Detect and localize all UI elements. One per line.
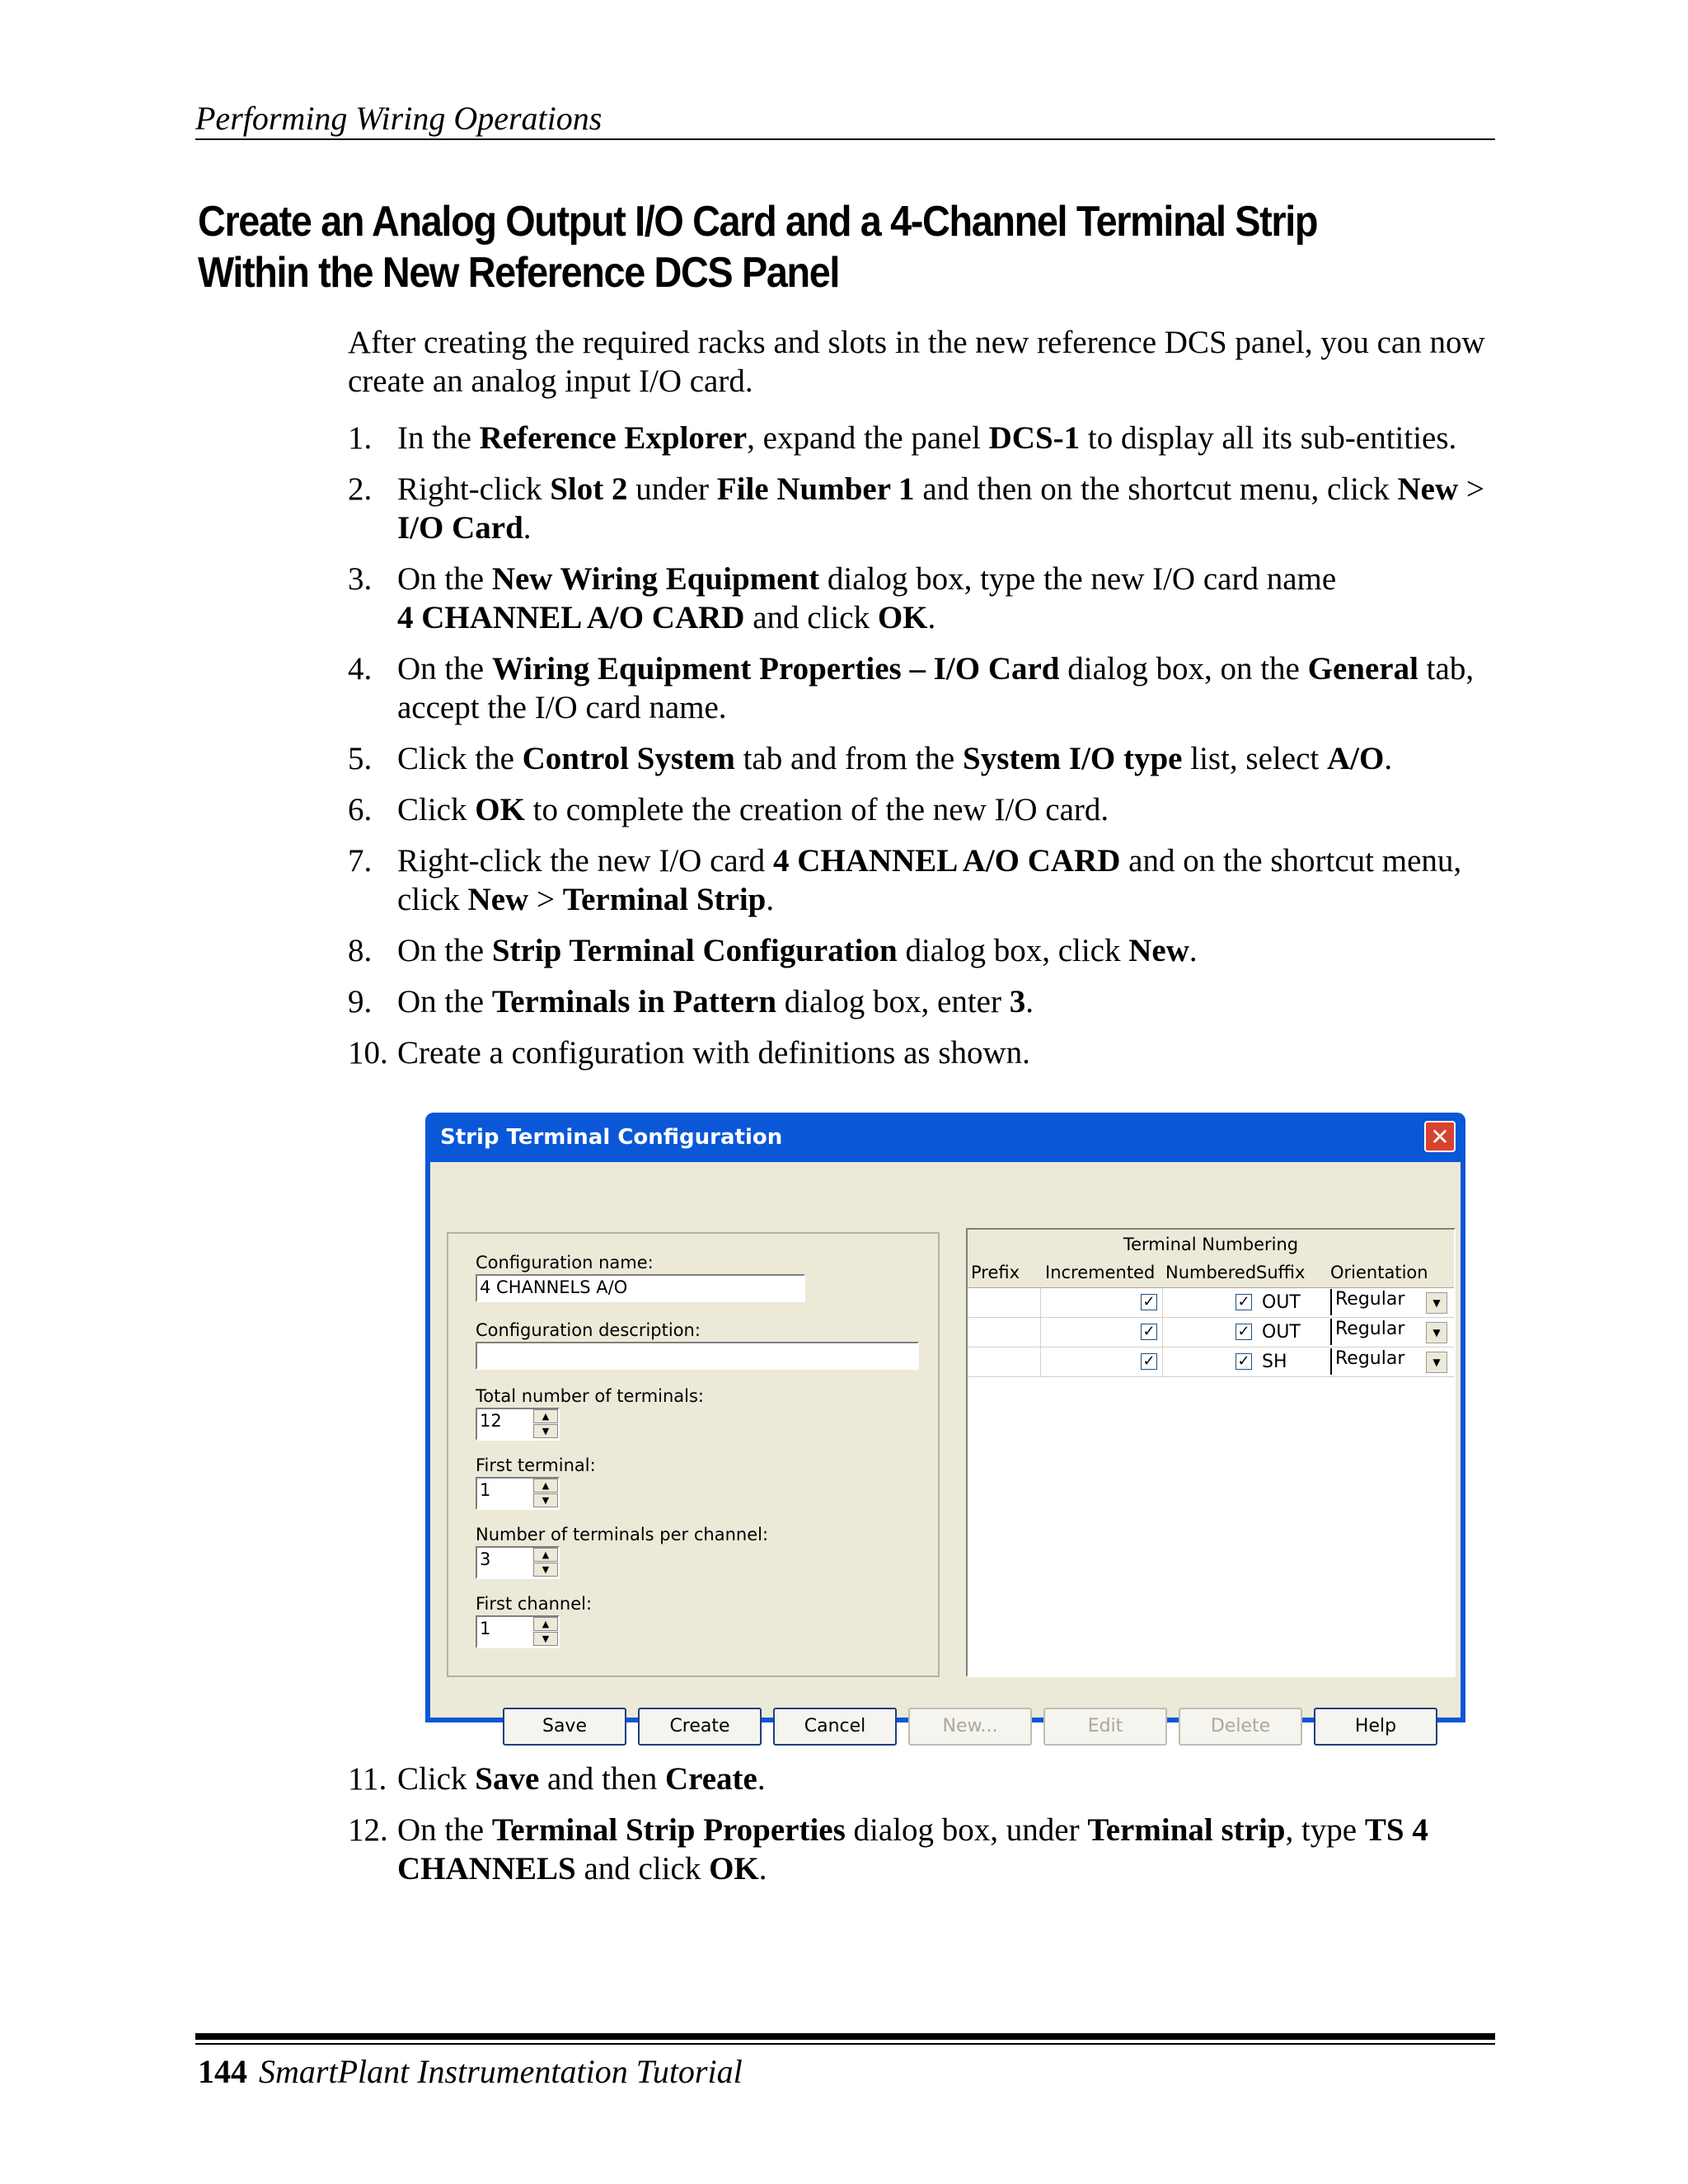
list-item	[348, 982, 1502, 1021]
orientation-select[interactable]	[1330, 1289, 1447, 1315]
step-number: 7.	[348, 843, 373, 879]
first-channel-stepper[interactable]	[476, 1615, 560, 1648]
step-text: Click the Control System tab and from the System I/O type list, select A/O.	[397, 741, 1393, 776]
dialog-body	[430, 1162, 1461, 1736]
total-terminals-stepper[interactable]	[476, 1408, 560, 1441]
list-item	[348, 649, 1502, 727]
spin-down-icon[interactable]: ▼	[533, 1563, 558, 1577]
total-terminals-input[interactable]: 12	[476, 1408, 560, 1441]
step-number: 10.	[348, 1035, 388, 1071]
help-button[interactable]: Help	[1314, 1708, 1437, 1746]
terminals-per-channel-label: Number of terminals per channel:	[476, 1525, 769, 1544]
terminal-numbering-grid[interactable]	[966, 1228, 1456, 1677]
suffix-cell[interactable]: OUT	[1262, 1292, 1301, 1313]
spin-down-icon[interactable]: ▼	[533, 1424, 558, 1438]
chevron-down-icon[interactable]: ▼	[1426, 1352, 1447, 1373]
step-number: 6.	[348, 792, 373, 827]
grid-group-header: Terminal Numbering	[968, 1230, 1454, 1260]
page-number: 144	[198, 2053, 247, 2090]
strip-terminal-configuration-dialog	[425, 1113, 1465, 1736]
spin-up-icon[interactable]: ▲	[533, 1479, 558, 1493]
step-text: On the Strip Terminal Configuration dialog box, click New.	[397, 933, 1198, 968]
steps-list	[348, 419, 1502, 1085]
first-terminal-label: First terminal:	[476, 1455, 596, 1475]
list-item	[348, 739, 1502, 778]
step-number: 1.	[348, 420, 373, 456]
list-item	[348, 841, 1502, 919]
column-header-incremented[interactable]: Incremented	[1045, 1263, 1156, 1282]
dialog-title-bar	[430, 1113, 1461, 1162]
delete-button[interactable]: Delete	[1179, 1708, 1302, 1746]
step-text: Right-click the new I/O card 4 CHANNEL A/O CARD and on the shortcut menu, click New > Terminal Strip.	[397, 843, 1462, 917]
orientation-select[interactable]	[1330, 1319, 1447, 1345]
step-text: On the Wiring Equipment Properties – I/O Card dialog box, on the General tab, accept the I/O card name.	[397, 651, 1475, 725]
config-description-label: Configuration description:	[476, 1320, 701, 1340]
spin-up-icon[interactable]: ▲	[533, 1548, 558, 1562]
spin-down-icon[interactable]: ▼	[533, 1493, 558, 1507]
orientation-value: Regular	[1335, 1319, 1405, 1339]
intro-paragraph: After creating the required racks and slots in the new reference DCS panel, you can now create an analog input I/O card.	[348, 325, 1485, 399]
incremented-checkbox[interactable]: ✓	[1141, 1353, 1157, 1370]
step-number: 11.	[348, 1761, 387, 1797]
incremented-checkbox[interactable]: ✓	[1141, 1294, 1157, 1310]
step-number: 9.	[348, 984, 373, 1019]
footer-rule	[195, 2033, 1495, 2040]
list-item	[348, 1811, 1502, 1888]
first-channel-input[interactable]: 1	[476, 1615, 560, 1648]
chevron-down-icon[interactable]: ▼	[1426, 1322, 1447, 1343]
step-number: 5.	[348, 741, 373, 776]
step-text: On the Terminal Strip Properties dialog box, under Terminal strip, type TS 4 CHANNELS and click OK.	[397, 1812, 1428, 1886]
numbered-checkbox[interactable]: ✓	[1236, 1294, 1252, 1310]
create-button[interactable]: Create	[638, 1708, 762, 1746]
edit-button[interactable]: Edit	[1043, 1708, 1167, 1746]
numbered-checkbox[interactable]: ✓	[1236, 1353, 1252, 1370]
config-name-input[interactable]: 4 CHANNELS A/O	[476, 1274, 805, 1302]
spin-up-icon[interactable]: ▲	[533, 1409, 558, 1423]
list-item	[348, 419, 1502, 457]
table-row[interactable]	[968, 1347, 1454, 1377]
page-footer	[198, 2052, 743, 2091]
cancel-button[interactable]: Cancel	[773, 1708, 897, 1746]
step-text: Click OK to complete the creation of the new I/O card.	[397, 792, 1109, 827]
list-item	[348, 931, 1502, 970]
step-number: 4.	[348, 651, 373, 687]
numbered-checkbox[interactable]: ✓	[1236, 1324, 1252, 1340]
first-channel-label: First channel:	[476, 1594, 593, 1614]
suffix-cell[interactable]: SH	[1262, 1352, 1287, 1372]
first-terminal-input[interactable]: 1	[476, 1477, 560, 1510]
terminals-per-channel-stepper[interactable]	[476, 1546, 560, 1579]
list-item	[348, 790, 1502, 829]
step-text: On the Terminals in Pattern dialog box, enter 3.	[397, 984, 1034, 1019]
step-number: 2.	[348, 471, 373, 507]
list-item	[348, 1760, 1502, 1798]
step-text: Right-click Slot 2 under File Number 1 and then on the shortcut menu, click New > I/O Card.	[397, 471, 1484, 546]
column-header-suffix[interactable]: Suffix	[1256, 1263, 1306, 1282]
column-header-orientation[interactable]: Orientation	[1330, 1263, 1428, 1282]
orientation-value: Regular	[1335, 1289, 1405, 1310]
step-text: In the Reference Explorer, expand the panel DCS-1 to display all its sub-entities.	[397, 420, 1457, 456]
list-item	[348, 1033, 1502, 1072]
running-header: Performing Wiring Operations	[195, 100, 603, 137]
footer-text: SmartPlant Instrumentation Tutorial	[259, 2053, 743, 2090]
dialog-title: Strip Terminal Configuration	[440, 1125, 783, 1150]
spin-down-icon[interactable]: ▼	[533, 1632, 558, 1646]
step-text: Click Save and then Create.	[397, 1761, 766, 1797]
config-name-label: Configuration name:	[476, 1253, 654, 1272]
step-text: Create a configuration with definitions as shown.	[397, 1035, 1030, 1071]
step-number: 8.	[348, 933, 373, 968]
list-item	[348, 560, 1502, 637]
step-number: 3.	[348, 561, 373, 597]
save-button[interactable]: Save	[503, 1708, 626, 1746]
section-title: Create an Analog Output I/O Card and a 4-Channel Terminal Strip Within the New Reference DCS Panel	[198, 198, 1318, 297]
chevron-down-icon[interactable]: ▼	[1426, 1292, 1447, 1314]
column-header-prefix[interactable]: Prefix	[971, 1263, 1020, 1282]
orientation-select[interactable]	[1330, 1348, 1447, 1375]
terminals-per-channel-input[interactable]: 3	[476, 1546, 560, 1579]
footer-rule-thin	[195, 2043, 1495, 2045]
first-terminal-stepper[interactable]	[476, 1477, 560, 1510]
header-rule	[195, 138, 1495, 140]
config-description-input[interactable]	[476, 1342, 919, 1370]
suffix-cell[interactable]: OUT	[1262, 1322, 1301, 1343]
list-item	[348, 470, 1502, 547]
step-text: On the New Wiring Equipment dialog box, type the new I/O card name 4 CHANNEL A/O CARD and click OK.	[397, 561, 1337, 635]
orientation-value: Regular	[1335, 1348, 1405, 1369]
table-row[interactable]	[968, 1287, 1454, 1318]
step-number: 12.	[348, 1812, 388, 1848]
new-button[interactable]: New...	[908, 1708, 1032, 1746]
steps-list-continued	[348, 1760, 1502, 1900]
total-terminals-label: Total number of terminals:	[476, 1386, 705, 1406]
close-icon[interactable]: ✕	[1424, 1121, 1456, 1152]
incremented-checkbox[interactable]: ✓	[1141, 1324, 1157, 1340]
grid-column-headers	[968, 1259, 1454, 1288]
spin-up-icon[interactable]: ▲	[533, 1617, 558, 1631]
table-row[interactable]	[968, 1317, 1454, 1347]
column-header-numbered[interactable]: Numbered	[1165, 1263, 1257, 1282]
